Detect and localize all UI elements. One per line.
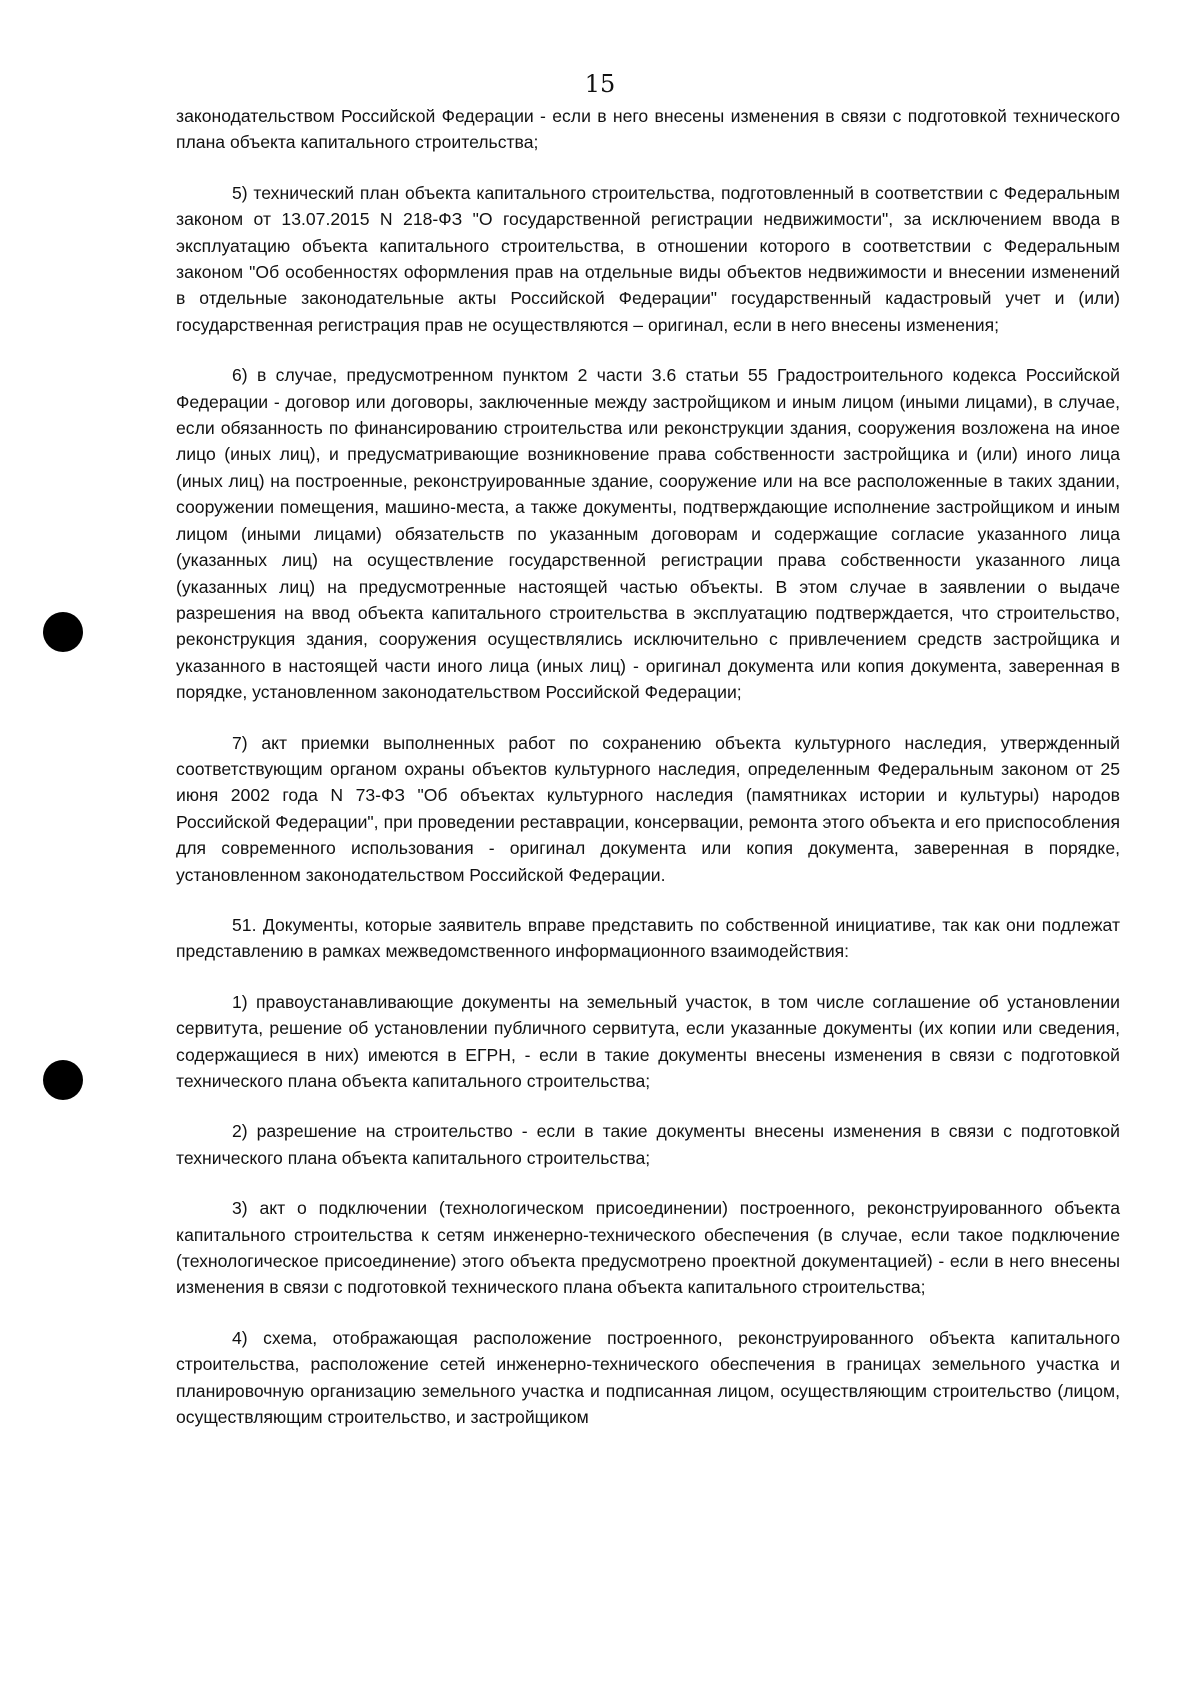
punch-hole-bottom	[43, 1060, 83, 1100]
paragraph-section-51: 51. Документы, которые заявитель вправе представить по собственной инициативе, так как они подлежат представлению в рамках межведомственного информационного взаимодействия:	[176, 914, 1120, 962]
paragraph-51-item-4: 4) схема, отображающая расположение построенного, реконструированного объекта капитального строительства, расположение сетей инженерно-технического обеспечения в границах земельного участка и планировочную организацию земельного участка и подписанная лицом, осуществляющим строительство (лицом, осуществляющим строительство, и застройщиком	[176, 1327, 1120, 1428]
page-number: 15	[584, 70, 616, 98]
paragraph-continuation: законодательством Российской Федерации - если в него внесены изменения в связи с подготовкой технического плана объекта капитального строительства;	[176, 106, 1120, 153]
document-body	[176, 103, 1120, 1430]
punch-hole-top	[43, 612, 83, 652]
paragraph-51-item-3: 3) акт о подключении (технологическом присоединении) построенного, реконструированного объекта капитального строительства к сетям инженерно-технического обеспечения (в случае, если такое подключение (технологическое присоединение) этого объекта предусмотрено проектной документацией) - если в него внесены изменения в связи с подготовкой технического плана объекта капитального строительства;	[176, 1198, 1120, 1298]
paragraph-item-6: 6) в случае, предусмотренном пунктом 2 части 3.6 статьи 55 Градостроительного кодекса Российской Федерации - договор или договоры, заключенные между застройщиком и иным лицом (иными лицами), в случае, если обязанность по финансированию строительства или реконструкции здания, сооружения возложена на иное лицо (иных лиц), и предусматривающие возникновение права собственности застройщика и (или) иного лица (иных лиц) на построенные, реконструированные здание, сооружение или на все расположенные в таких здании, сооружении помещения, машино-места, а также документы, подтверждающие исполнение застройщиком и иным лицом (иными лицами) обязательств по указанным договорам и содержащие согласие указанного лица (указанных лиц) на осуществление государственной регистрации права собственности указанного лица (указанных лиц) на предусмотренные настоящей частью объекты. В этом случае в заявлении о выдаче разрешения на ввод объекта капитального строительства в эксплуатацию подтверждается, что строительство, реконструкция здания, сооружения осуществлялись исключительно с привлечением средств застройщика и указанного в настоящей части иного лица (иных лиц) - оригинал документа или копия документа, заверенная в порядке, установленном законодательством Российской Федерации;	[176, 365, 1120, 703]
paragraph-51-item-2: 2) разрешение на строительство - если в такие документы внесены изменения в связи с подготовкой технического плана объекта капитального строительства;	[176, 1121, 1120, 1168]
paragraph-item-7: 7) акт приемки выполненных работ по сохранению объекта культурного наследия, утвержденный соответствующим органом охраны объектов культурного наследия, определенным Федеральным законом от 25 июня 2002 года N 73-ФЗ "Об объектах культурного наследия (памятниках истории и культуры) народов Российской Федерации", при проведении реставрации, консервации, ремонта этого объекта и его приспособления для современного использования - оригинал документа или копия документа, заверенная в порядке, установленном законодательством Российской Федерации.	[176, 732, 1120, 885]
paragraph-item-5: 5) технический план объекта капитального строительства, подготовленный в соответствии с Федеральным законом от 13.07.2015 N 218-ФЗ "О государственной регистрации недвижимости", за исключением ввода в эксплуатацию объекта капитального строительства, в отношении которого в соответствии с Федеральным законом "Об особенностях оформления прав на отдельные виды объектов недвижимости и внесении изменений в отдельные законодательные акты Российской Федерации" государственный кадастровый учет и (или) государственная регистрация прав не осуществляются – оригинал, если в него внесены изменения;	[176, 182, 1120, 335]
paragraph-51-item-1: 1) правоустанавливающие документы на земельный участок, в том числе соглашение об установлении сервитута, решение об установлении публичного сервитута, если указанные документы (их копии или сведения, содержащиеся в них) имеются в ЕГРН, - если в такие документы внесены изменения в связи с подготовкой технического плана объекта капитального строительства;	[176, 991, 1120, 1091]
